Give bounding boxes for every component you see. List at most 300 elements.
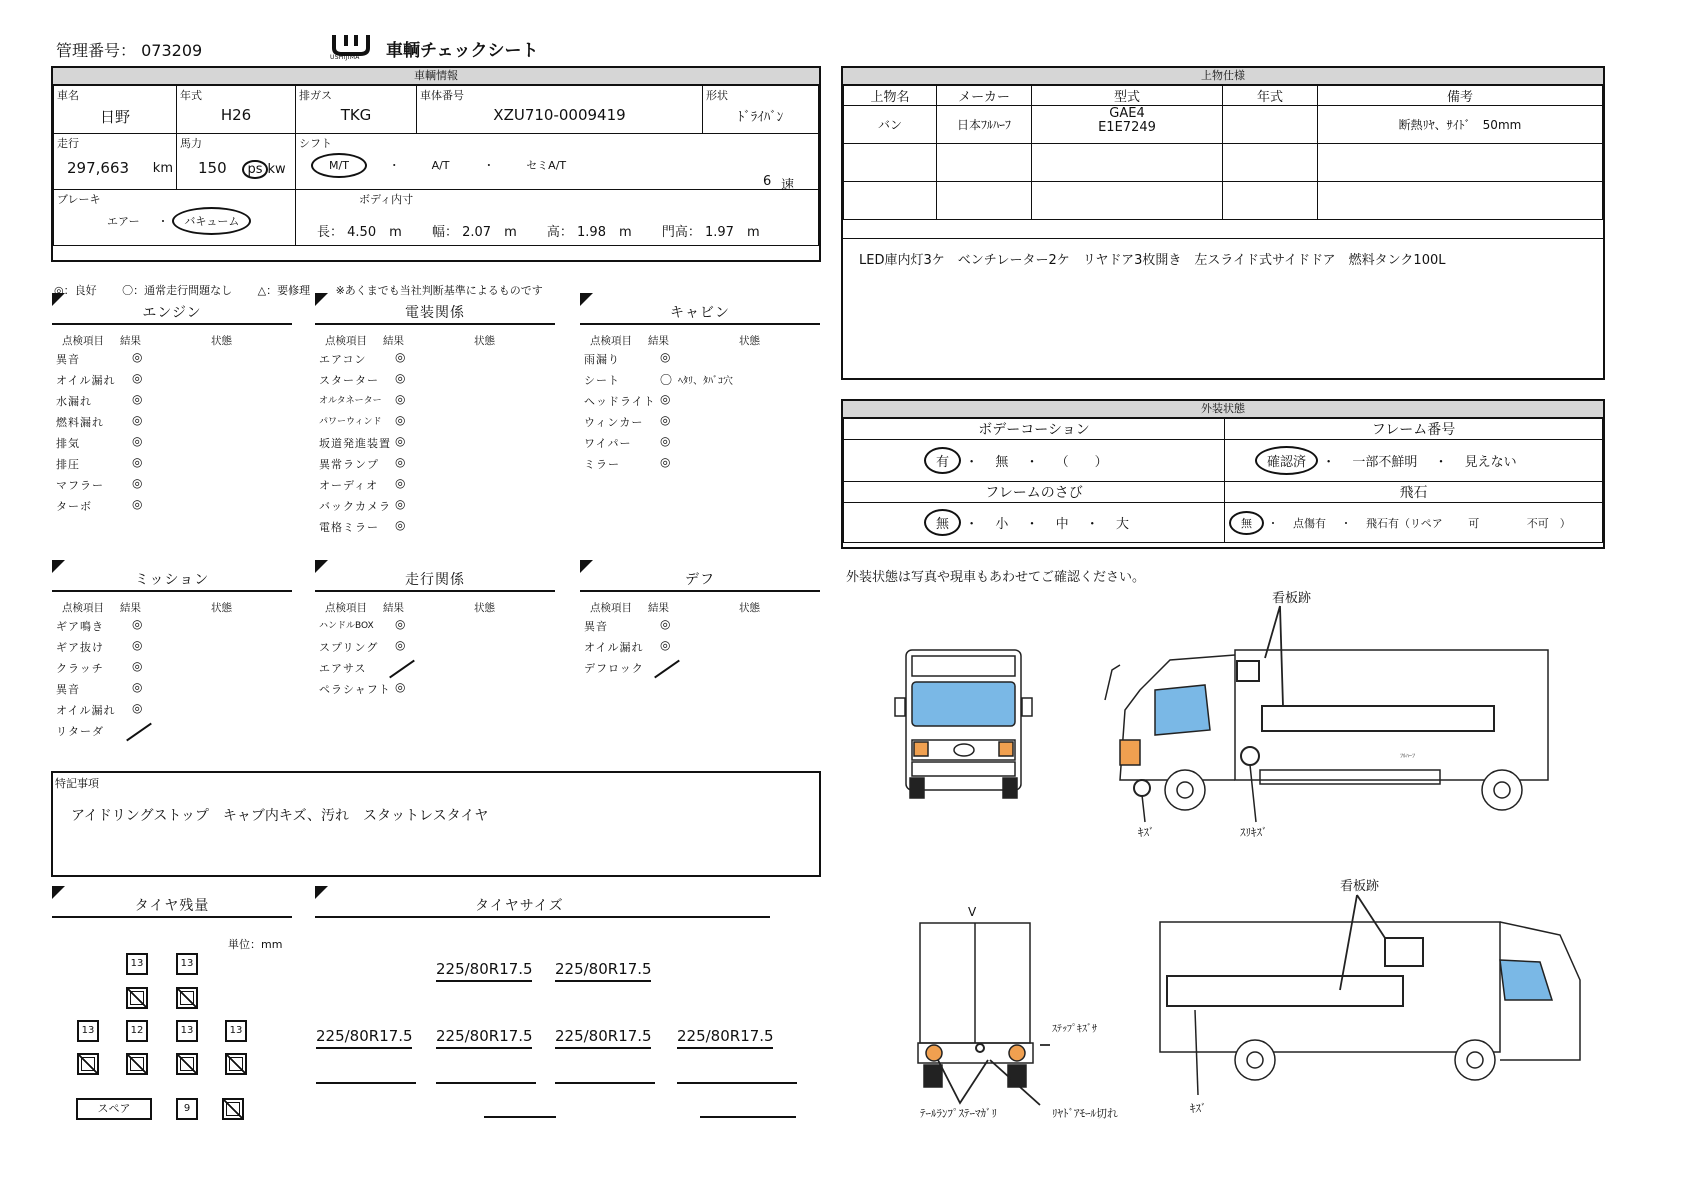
item-result: ◎ (660, 413, 671, 427)
section-marker-icon (52, 560, 65, 573)
inspection-row (580, 658, 820, 679)
legend-ok: 〇：通常走行問題なし (122, 284, 233, 297)
rust-mid: 中 (1055, 517, 1069, 532)
item-name: スターター (319, 374, 379, 387)
tire-line (316, 1082, 416, 1084)
signboard-label-1: 看板跡 (1272, 591, 1312, 606)
item-result: ◎ (132, 455, 143, 469)
item-result: ◎ (132, 680, 143, 694)
item-name: 雨漏り (584, 353, 620, 366)
col-item: 点検項目 (590, 602, 632, 614)
item-result: ◎ (395, 638, 406, 652)
maker-value: 日野 (99, 108, 130, 126)
body-model-value (1032, 106, 1223, 144)
brake-air: エアー (107, 215, 140, 228)
tire-front-left-blank (126, 987, 148, 1009)
height-label: 高： (546, 225, 573, 240)
legend-note: ※あくまでも当社判断基準によるものです (335, 284, 543, 297)
item-name: ペラシャフト (319, 683, 391, 696)
rust-options (844, 503, 1225, 543)
year-label: 年式 (180, 89, 202, 102)
engine-title: エンジン (142, 305, 202, 321)
tire-rear-4-depth: 13 (225, 1020, 247, 1042)
item-result: ◎ (395, 392, 406, 406)
brake-vacuum-circled: バキューム (172, 207, 251, 235)
item-result: ◎ (132, 350, 143, 364)
inspection-row (315, 412, 555, 433)
scrape-label: ｽﾘｷｽﾞ (1240, 826, 1268, 839)
brake-label: ブレーキ (57, 193, 101, 206)
gas-cell (296, 86, 417, 134)
inspection-row (52, 454, 292, 475)
maker-cell (54, 86, 177, 134)
shift-at: A/T (431, 159, 450, 172)
item-result: ◎ (395, 371, 406, 385)
electric-title: 電装関係 (405, 305, 465, 321)
item-name: クラッチ (56, 662, 104, 675)
inspection-row (315, 658, 555, 679)
item-result: ◎ (395, 518, 406, 532)
body-maker-value: 日本ﾌﾙﾊｰﾌ (937, 106, 1032, 144)
item-name: ギア鳴き (56, 620, 104, 633)
mgmt-value: 073209 (141, 41, 203, 60)
col-result: 結果 (648, 335, 669, 347)
exterior-panel (841, 399, 1605, 549)
speeds-unit: 速 (781, 178, 795, 193)
column-header (580, 333, 820, 349)
legend (54, 282, 543, 298)
item-name: ターボ (56, 500, 92, 513)
tire-rear-1-depth: 13 (77, 1020, 99, 1042)
item-result: ◎ (660, 617, 671, 631)
mileage-unit: km (152, 161, 173, 176)
sep-dot: ・ (1267, 516, 1279, 530)
item-result: ◎ (660, 638, 671, 652)
sep-dot: ・ (965, 517, 979, 532)
len-value: 4.50 (347, 225, 377, 240)
unit-m: m (389, 225, 402, 240)
spare-blank (222, 1098, 244, 1120)
item-result: ◎ (132, 701, 143, 715)
model-line-1: GAE4 (1109, 106, 1145, 121)
inspection-row (580, 616, 820, 637)
item-name: オーディオ (319, 479, 379, 492)
truck-front-view (895, 650, 1032, 798)
sep-dot: ・ (157, 215, 169, 228)
inspection-row (52, 475, 292, 496)
section-marker-icon (52, 886, 65, 899)
col-item: 点検項目 (62, 602, 104, 614)
tire-size-front-left: 225/80R17.5 (436, 960, 532, 982)
item-result: ◎ (132, 638, 143, 652)
inspection-row (52, 391, 292, 412)
not-applicable-slash (389, 660, 415, 679)
inspection-row (580, 370, 820, 391)
item-result: ◎ (395, 455, 406, 469)
logo-text: USHIJIMA (330, 54, 360, 61)
sep-dot: ・ (1340, 516, 1352, 530)
item-result: ◎ (395, 434, 406, 448)
chassis-value: XZU710-0009419 (493, 106, 626, 124)
shape-cell (703, 86, 819, 134)
col-note: 備考 (1318, 86, 1603, 106)
shift-cell (296, 134, 819, 193)
spare-label: スペア (76, 1098, 152, 1120)
col-year: 年式 (1223, 86, 1318, 106)
col-result: 結果 (120, 335, 141, 347)
column-header (580, 600, 820, 616)
item-result: ◎ (395, 497, 406, 511)
mileage-value: 297,663 (67, 159, 130, 177)
item-result: ◎ (395, 413, 406, 427)
inspection-row (52, 679, 292, 700)
ps-unit-circled: ps (242, 160, 267, 179)
item-name: デフロック (584, 662, 644, 675)
inspection-row (315, 637, 555, 658)
chip-point-scratch: 点傷有 (1293, 516, 1326, 530)
notes-label: 特記事項 (55, 777, 99, 790)
column-header (52, 600, 292, 616)
unit-m: m (619, 225, 632, 240)
item-result: ◎ (132, 392, 143, 406)
tire-front-right-depth: 13 (176, 953, 198, 975)
inspection-row (315, 433, 555, 454)
tire-size-rear-2: 225/80R17.5 (436, 1027, 532, 1049)
frame-no-partial: 一部不鮮明 (1352, 455, 1418, 470)
tire-size-front-right: 225/80R17.5 (555, 960, 651, 982)
inspection-row (315, 454, 555, 475)
step-scratch-label: ｽﾃｯﾌﾟｷｽﾞｻ (1052, 1024, 1097, 1035)
chip-repair-ng: 不可 ） (1526, 516, 1571, 530)
item-name: マフラー (56, 479, 104, 492)
truck-side-view-2 (1160, 922, 1580, 1080)
sep-dot: ・ (1025, 517, 1039, 532)
item-name: オイル漏れ (56, 374, 116, 387)
tire-rear-1-blank (77, 1053, 99, 1075)
item-result: ◎ (660, 455, 671, 469)
shift-label: シフト (299, 137, 332, 150)
maker-label: 車名 (57, 89, 79, 102)
tire-line (436, 1082, 536, 1084)
sep-dot: ・ (965, 455, 979, 470)
truck-damage-diagram (840, 590, 1620, 1130)
truck-rear-view (918, 923, 1033, 1087)
tire-rear-2-blank (126, 1053, 148, 1075)
width-label: 幅： (431, 225, 458, 240)
item-name: ハンドルBOX (319, 621, 374, 631)
item-name: 燃料漏れ (56, 416, 104, 429)
col-state: 状態 (474, 335, 495, 347)
running-title: 走行関係 (405, 572, 465, 588)
frame-no-checked-circled: 確認済 (1255, 446, 1318, 475)
brand-mark: ﾌﾙﾊｰﾌ (1400, 753, 1416, 760)
running-section (315, 568, 555, 700)
coating-yes-circled: 有 (924, 447, 961, 474)
body-dim-cell (296, 190, 819, 246)
mission-section (52, 568, 292, 742)
inspection-row (52, 658, 292, 679)
item-name: ヘッドライト (584, 395, 656, 408)
management-number (56, 38, 202, 61)
item-name: パワーウィンド (319, 417, 382, 427)
tire-line (555, 1082, 655, 1084)
shape-label: 形状 (706, 89, 728, 102)
inspection-row (580, 391, 820, 412)
item-name: ワイパー (584, 437, 632, 450)
sep-dot: ・ (388, 159, 400, 172)
frame-no-options (1225, 440, 1603, 482)
inspection-row (315, 370, 555, 391)
item-name: 異音 (56, 683, 80, 696)
cabin-section (580, 301, 820, 475)
body-name-value: バン (844, 106, 937, 144)
gas-value: TKG (340, 106, 372, 124)
item-result: ◎ (132, 371, 143, 385)
item-name: リターダ (56, 725, 104, 738)
electric-section (315, 301, 555, 538)
shift-semi-at: セミA/T (526, 159, 567, 172)
inspection-row (315, 616, 555, 637)
len-label: 長： (317, 225, 344, 240)
col-result: 結果 (383, 602, 404, 614)
diagram-note: 外装状態は写真や現車もあわせてご確認ください。 (846, 570, 1146, 585)
tire-size-rear-1: 225/80R17.5 (316, 1027, 412, 1049)
rear-mold-label: ﾘﾔﾄﾞｱﾓｰﾙ切れ (1052, 1107, 1118, 1120)
legend-good: ◎：良好 (54, 284, 97, 297)
legend-repair: △：要修理 (257, 284, 311, 297)
inspection-row (52, 433, 292, 454)
power-cell (177, 134, 296, 190)
tire-size-title: タイヤサイズ (475, 898, 564, 914)
inspection-row (315, 475, 555, 496)
engine-section (52, 301, 292, 517)
col-state: 状態 (474, 602, 495, 614)
col-result: 結果 (383, 335, 404, 347)
item-result: ◎ (132, 497, 143, 511)
page-title: 車輌チェックシート (386, 41, 539, 61)
item-name: 異常ランプ (319, 458, 379, 471)
inspection-row (52, 616, 292, 637)
item-name: エアコン (319, 353, 367, 366)
col-body-name: 上物名 (844, 86, 937, 106)
inspection-row (52, 721, 292, 742)
inspection-row (315, 391, 555, 412)
section-marker-icon (315, 560, 328, 573)
section-marker-icon (52, 293, 65, 306)
tail-lamp-label: ﾃｰﾙﾗﾝﾌﾟｽﾃｰﾏｶﾞﾘ (920, 1107, 997, 1120)
brake-cell (54, 190, 296, 246)
item-result: ◎ (395, 617, 406, 631)
section-marker-icon (315, 293, 328, 306)
not-applicable-slash (654, 660, 680, 679)
gas-label: 排ガス (299, 89, 332, 102)
item-result: 〇 (660, 373, 673, 387)
unit-m: m (504, 225, 517, 240)
rust-label: フレームのさび (844, 482, 1225, 503)
item-name: 異音 (56, 353, 80, 366)
tire-front-left-depth: 13 (126, 953, 148, 975)
chip-stone-repair: 飛石有（リペア (1366, 516, 1443, 530)
kw-unit: kw (267, 162, 286, 177)
tire-size-rear-3: 225/80R17.5 (555, 1027, 651, 1049)
item-result: ◎ (395, 350, 406, 364)
inspection-row (52, 349, 292, 370)
mission-title: ミッション (134, 572, 210, 588)
item-name: オイル漏れ (584, 641, 644, 654)
item-result: ◎ (132, 659, 143, 673)
inspection-row (580, 637, 820, 658)
tire-rear-2-depth: 12 (126, 1020, 148, 1042)
item-result: ◎ (132, 476, 143, 490)
coating-label: ボデーコーション (844, 419, 1225, 440)
tire-rear-3-blank (176, 1053, 198, 1075)
tire-front-right-blank (176, 987, 198, 1009)
item-result: ◎ (395, 680, 406, 694)
sep-dot: ・ (1322, 455, 1336, 470)
model-line-2: E1E7249 (1098, 120, 1156, 135)
tire-line (700, 1116, 796, 1118)
sep-dot: ・ (483, 159, 495, 172)
notes-panel (51, 771, 821, 877)
item-name: エアサス (319, 662, 367, 675)
sep-dot: ・ (1434, 455, 1448, 470)
section-marker-icon (580, 560, 593, 573)
col-maker: メーカー (937, 86, 1032, 106)
cabin-title: キャビン (670, 305, 730, 321)
col-item: 点検項目 (325, 602, 367, 614)
col-item: 点検項目 (62, 335, 104, 347)
item-result: ◎ (395, 476, 406, 490)
item-result: ◎ (132, 434, 143, 448)
diff-section (580, 568, 820, 679)
inspection-row (580, 454, 820, 475)
column-header (52, 333, 292, 349)
rust-small: 小 (995, 517, 1009, 532)
inspection-row (52, 496, 292, 517)
item-name: ミラー (584, 458, 620, 471)
chip-label: 飛石 (1225, 482, 1603, 503)
item-name: ギア抜け (56, 641, 104, 654)
item-result: ◎ (132, 617, 143, 631)
body-equipment-text: LED庫内灯3ケ ベンチレーター2ケ リヤドア3枚開き 左スライド式サイドドア 燃料タンク100L (843, 238, 1603, 278)
inspection-row (52, 370, 292, 391)
inspection-row (315, 349, 555, 370)
tire-remain-title: タイヤ残量 (134, 898, 210, 914)
col-model: 型式 (1032, 86, 1223, 106)
scratch-label-1: ｷｽﾞ (1138, 826, 1155, 839)
exterior-title: 外装状態 (843, 401, 1603, 418)
power-value: 150 (198, 159, 227, 177)
col-result: 結果 (648, 602, 669, 614)
chassis-label: 車体番号 (420, 89, 464, 102)
item-name: バックカメラ (319, 500, 391, 513)
power-label: 馬力 (180, 137, 202, 150)
width-value: 2.07 (462, 225, 492, 240)
diff-title: デフ (685, 572, 715, 588)
tire-unit: 単位：mm (228, 938, 283, 951)
year-value: H26 (220, 106, 252, 124)
sep-dot: ・ (1085, 517, 1099, 532)
tire-rear-3-depth: 13 (176, 1020, 198, 1042)
tire-line (677, 1082, 797, 1084)
item-name: 水漏れ (56, 395, 92, 408)
rust-none-circled: 無 (924, 509, 961, 536)
item-result: ◎ (132, 413, 143, 427)
body-spec-panel (841, 66, 1605, 380)
frame-no-invisible: 見えない (1464, 455, 1517, 470)
col-result: 結果 (120, 602, 141, 614)
speeds-value: 6 (763, 174, 772, 189)
section-marker-icon (580, 293, 593, 306)
vehicle-info-title: 車輌情報 (53, 68, 819, 85)
tire-rear-4-blank (225, 1053, 247, 1075)
body-dims (317, 221, 815, 240)
spare-depth: 9 (176, 1098, 198, 1120)
height-value: 1.98 (577, 225, 606, 240)
mileage-label: 走行 (57, 137, 79, 150)
section-marker-icon (315, 886, 328, 899)
coating-no: 無 (995, 455, 1009, 470)
company-logo (330, 32, 374, 62)
inspection-row (315, 517, 555, 538)
mark-v: V (968, 905, 977, 919)
column-header (315, 600, 555, 616)
inspection-row (52, 700, 292, 721)
inspection-row (580, 433, 820, 454)
unit-m: m (746, 225, 760, 240)
scratch-label-2: ｷｽﾞ (1190, 1102, 1207, 1115)
col-state: 状態 (739, 335, 760, 347)
item-name: スプリング (319, 641, 379, 654)
door-height-label: 門高： (661, 225, 701, 240)
inspection-row (52, 412, 292, 433)
body-dim-label: ボディ内寸 (359, 193, 414, 206)
chip-none-circled: 無 (1229, 511, 1264, 535)
tire-size-rear-4: 225/80R17.5 (677, 1027, 773, 1049)
inspection-row (52, 637, 292, 658)
mgmt-label: 管理番号： (56, 41, 137, 60)
shape-value: ﾄﾞﾗｲﾊﾞﾝ (737, 110, 784, 125)
inspection-row (580, 412, 820, 433)
inspection-row (580, 349, 820, 370)
chip-repair-ok: 可 (1468, 516, 1480, 530)
inspection-row (315, 679, 555, 700)
frame-no-label: フレーム番号 (1225, 419, 1603, 440)
tire-line (484, 1116, 556, 1118)
item-name: オイル漏れ (56, 704, 116, 717)
signboard-label-2: 看板跡 (1340, 879, 1380, 894)
col-item: 点検項目 (590, 335, 632, 347)
col-state: 状態 (739, 602, 760, 614)
item-result: ◎ (660, 392, 671, 406)
item-name: オルタネーター (319, 396, 382, 406)
tire-size-section (315, 894, 770, 918)
col-item: 点検項目 (325, 335, 367, 347)
item-name: 排気 (56, 437, 80, 450)
item-name: 電格ミラー (319, 521, 379, 534)
body-spec-title: 上物仕様 (843, 68, 1603, 85)
sep-dot: ・ (1025, 455, 1039, 470)
body-note-value: 断熱ﾘﾔ、ｻｲﾄﾞ 50mm (1318, 106, 1603, 144)
column-header (315, 333, 555, 349)
year-cell (177, 86, 296, 134)
item-name: ウィンカー (584, 416, 644, 429)
door-height-value: 1.97 (704, 225, 734, 240)
item-name: 異音 (584, 620, 608, 633)
mileage-cell (54, 134, 177, 190)
not-applicable-slash (126, 723, 152, 742)
inspection-row (315, 496, 555, 517)
